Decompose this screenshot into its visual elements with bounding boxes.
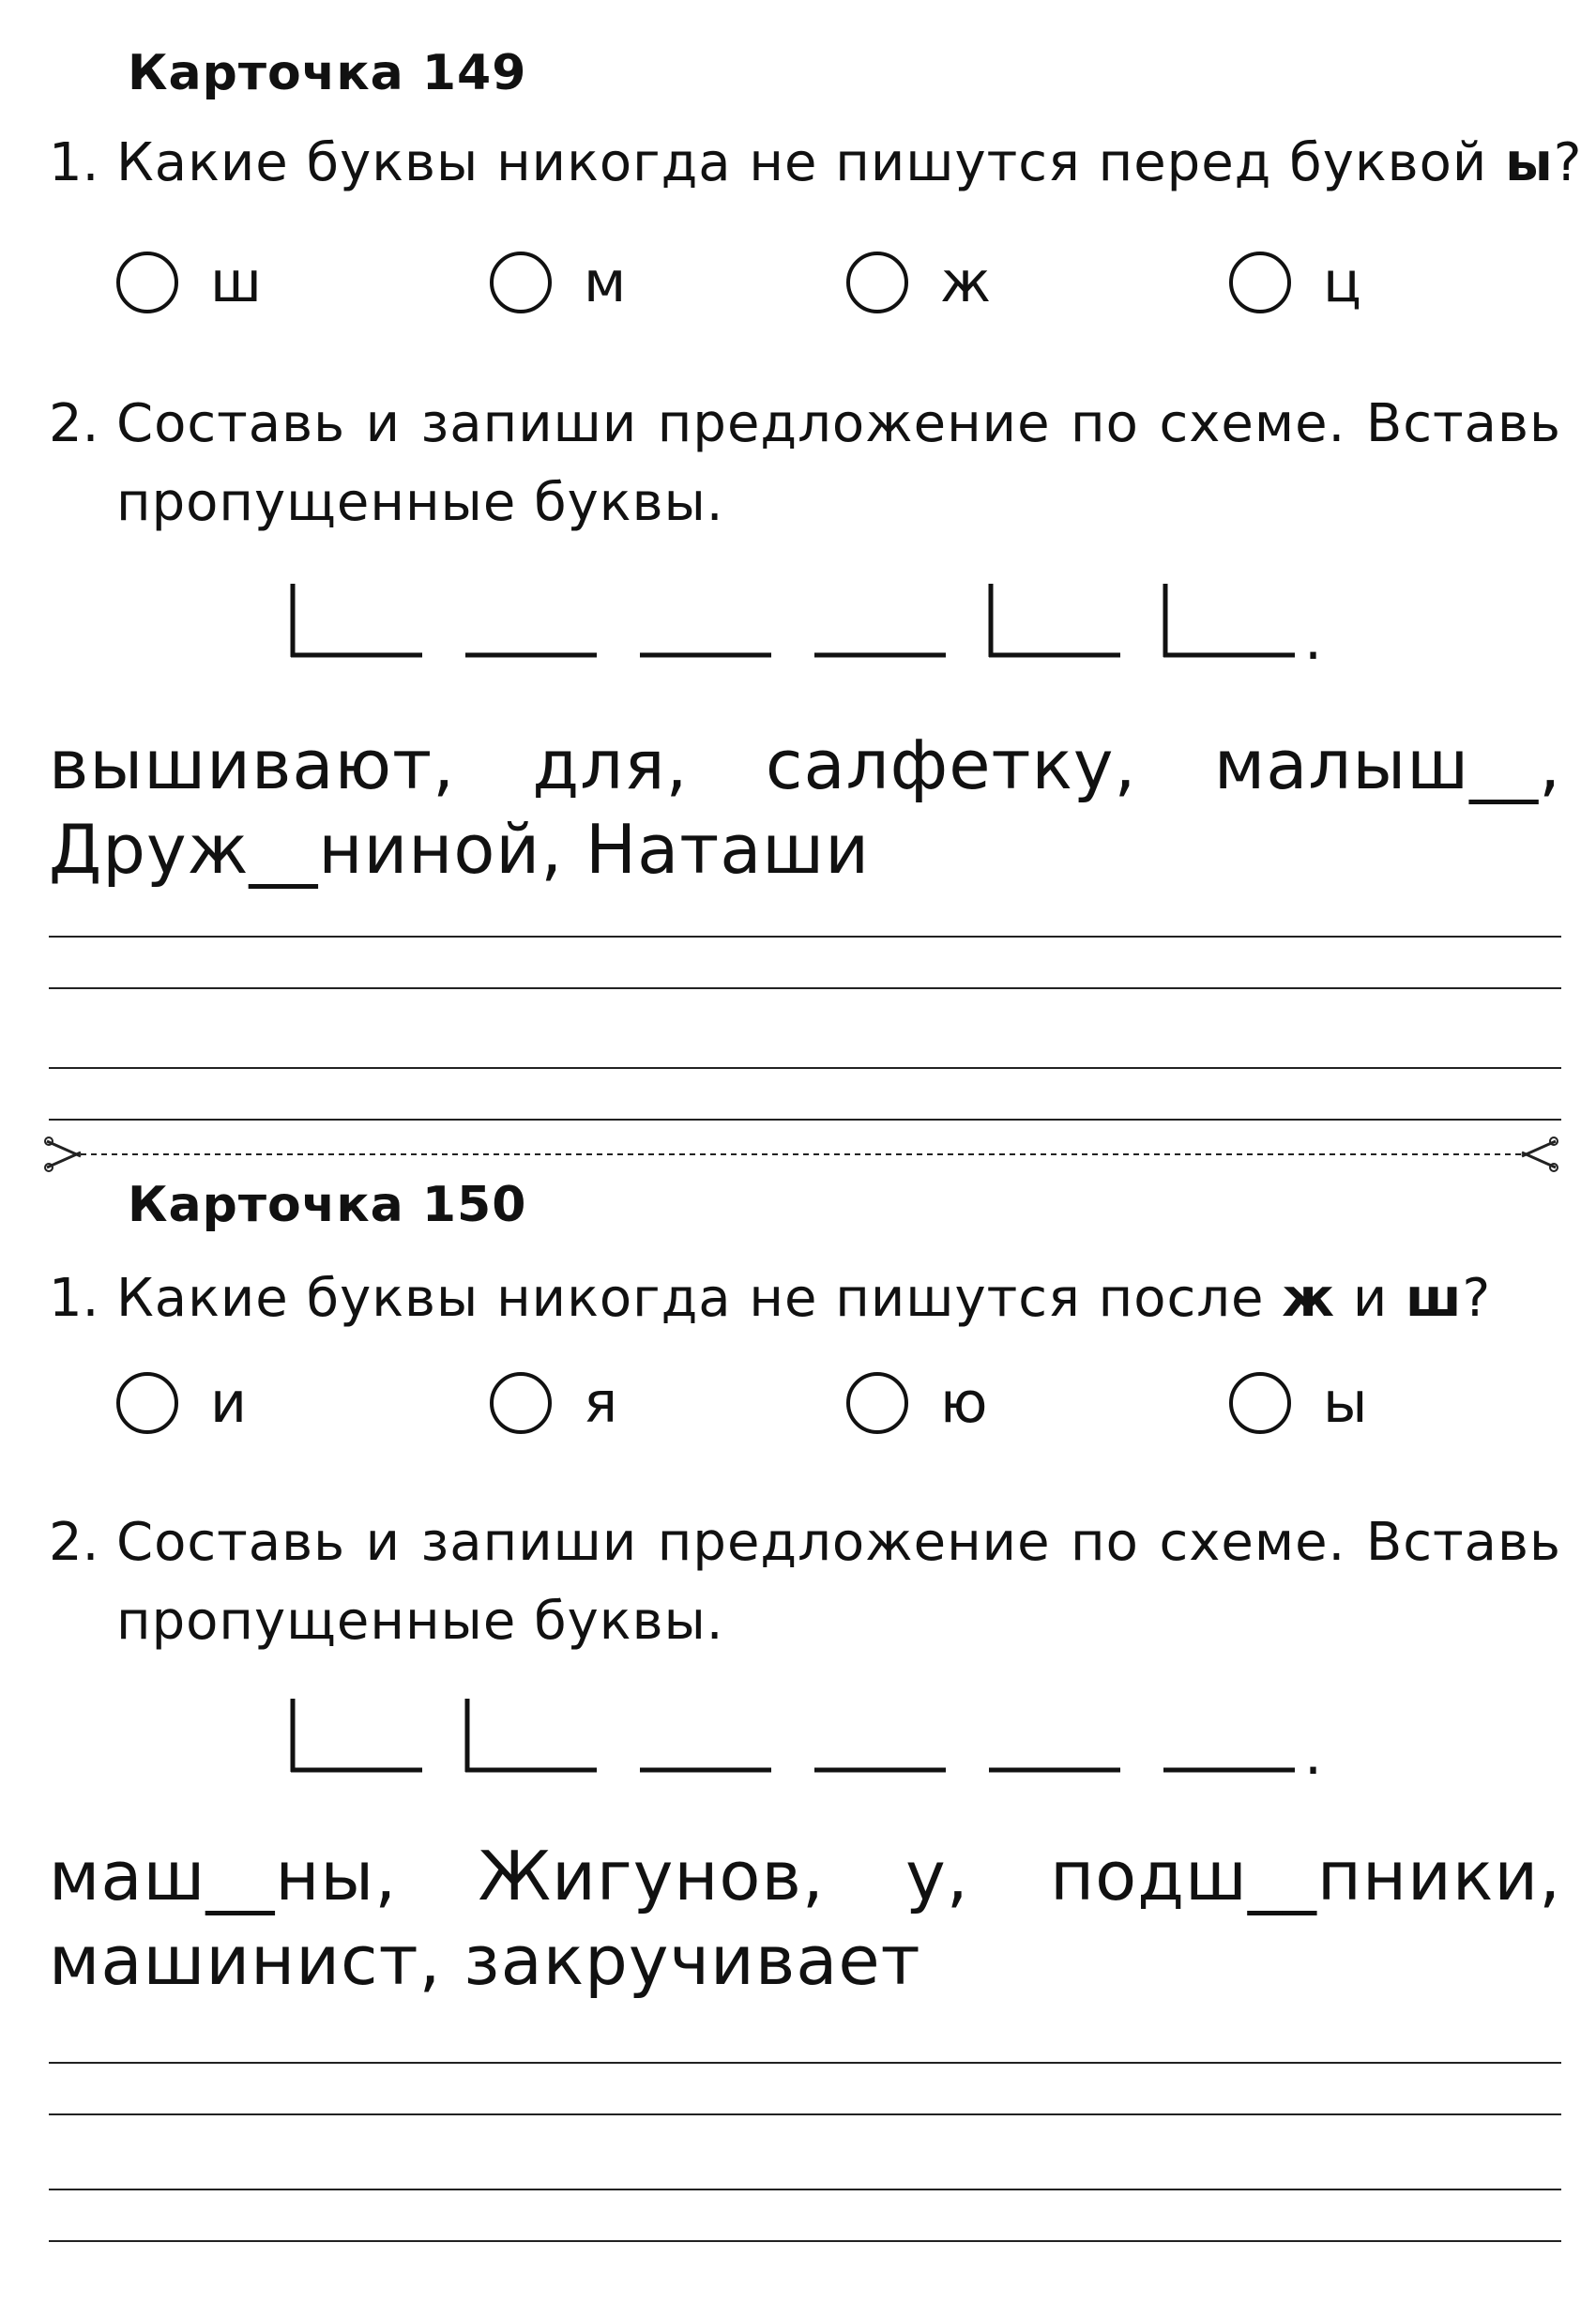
card-149-option-3[interactable] [846, 252, 991, 313]
card-150-title: Карточка 150 [128, 1177, 527, 1233]
card-150-q1-number: 1. [49, 1268, 99, 1329]
card-150-q1-bold-letter-2: ш [1406, 1268, 1463, 1329]
radio-circle[interactable] [1229, 1372, 1291, 1434]
sentence-scheme-diagram [281, 574, 1351, 664]
card-150-word-list: маш__ны, Жигунов, у, подш__пники, машинист, закручивает [49, 1837, 1561, 2000]
radio-circle[interactable] [1229, 252, 1291, 313]
card-150-sentence-scheme [281, 1689, 1351, 1779]
writing-line[interactable] [49, 2189, 1561, 2190]
option-label: ю [940, 1370, 988, 1436]
card-149-q1-bold-letter: ы [1505, 132, 1554, 193]
writing-line[interactable] [49, 1067, 1561, 1069]
radio-circle[interactable] [116, 252, 178, 313]
radio-circle[interactable] [490, 252, 552, 313]
card-149-q1-number: 1. [49, 132, 99, 193]
card-149-option-1[interactable] [116, 252, 262, 313]
radio-circle[interactable] [846, 252, 908, 313]
writing-line[interactable] [49, 987, 1561, 989]
scissors-icon [45, 1137, 81, 1171]
radio-circle[interactable] [490, 1372, 552, 1434]
scheme-period: . [1304, 607, 1323, 664]
card-150-q1-text: Какие буквы никогда не пишутся после ж и ш? [116, 1268, 1492, 1329]
writing-line[interactable] [49, 2240, 1561, 2242]
card-150-option-1[interactable] [116, 1372, 247, 1434]
writing-line[interactable] [49, 2062, 1561, 2064]
writing-line[interactable] [49, 1119, 1561, 1121]
scheme-slot-capital [1163, 584, 1295, 657]
cut-line-drawing [43, 1136, 1559, 1173]
card-150-option-4[interactable] [1229, 1372, 1367, 1434]
scheme-period: . [1304, 1722, 1323, 1779]
option-label: ы [1323, 1370, 1368, 1436]
card-149-word-list: вышивают, для, салфетку, малыш__, Друж__ниной, Наташи [49, 725, 1561, 889]
writing-line[interactable] [49, 2113, 1561, 2115]
option-label: ш [210, 250, 262, 315]
scheme-slot-capital [989, 584, 1120, 657]
card-149-title: Карточка 149 [128, 45, 527, 101]
writing-line[interactable] [49, 936, 1561, 938]
radio-circle[interactable] [846, 1372, 908, 1434]
option-label: и [210, 1370, 247, 1436]
card-149-option-4[interactable] [1229, 252, 1361, 313]
card-150-q1-bold-letter-1: ж [1282, 1268, 1336, 1329]
scheme-slot-capital [291, 1699, 422, 1772]
scheme-slot-capital [465, 1699, 597, 1772]
card-150-q2-text: Составь и запиши предложение по схеме. Вставь пропущенные буквы. [116, 1512, 1561, 1652]
cut-line [43, 1136, 1559, 1173]
card-149-sentence-scheme [281, 574, 1351, 664]
scheme-slot-capital [291, 584, 422, 657]
sentence-scheme-diagram [281, 1689, 1351, 1779]
scissors-icon [1522, 1137, 1558, 1171]
card-149-q2-text: Составь и запиши предложение по схеме. Вставь пропущенные буквы. [116, 393, 1561, 533]
card-149-option-2[interactable] [490, 252, 626, 313]
radio-circle[interactable] [116, 1372, 178, 1434]
option-label: я [584, 1370, 618, 1436]
card-150-option-3[interactable] [846, 1372, 988, 1434]
card-149-q2-number: 2. [49, 393, 99, 454]
card-150-q2-number: 2. [49, 1512, 99, 1573]
card-149-q1-text: Какие буквы никогда не пишутся перед буквой ы? [116, 132, 1583, 193]
option-label: ж [940, 250, 992, 315]
card-150-option-2[interactable] [490, 1372, 617, 1434]
option-label: ц [1323, 250, 1361, 315]
option-label: м [584, 250, 627, 315]
